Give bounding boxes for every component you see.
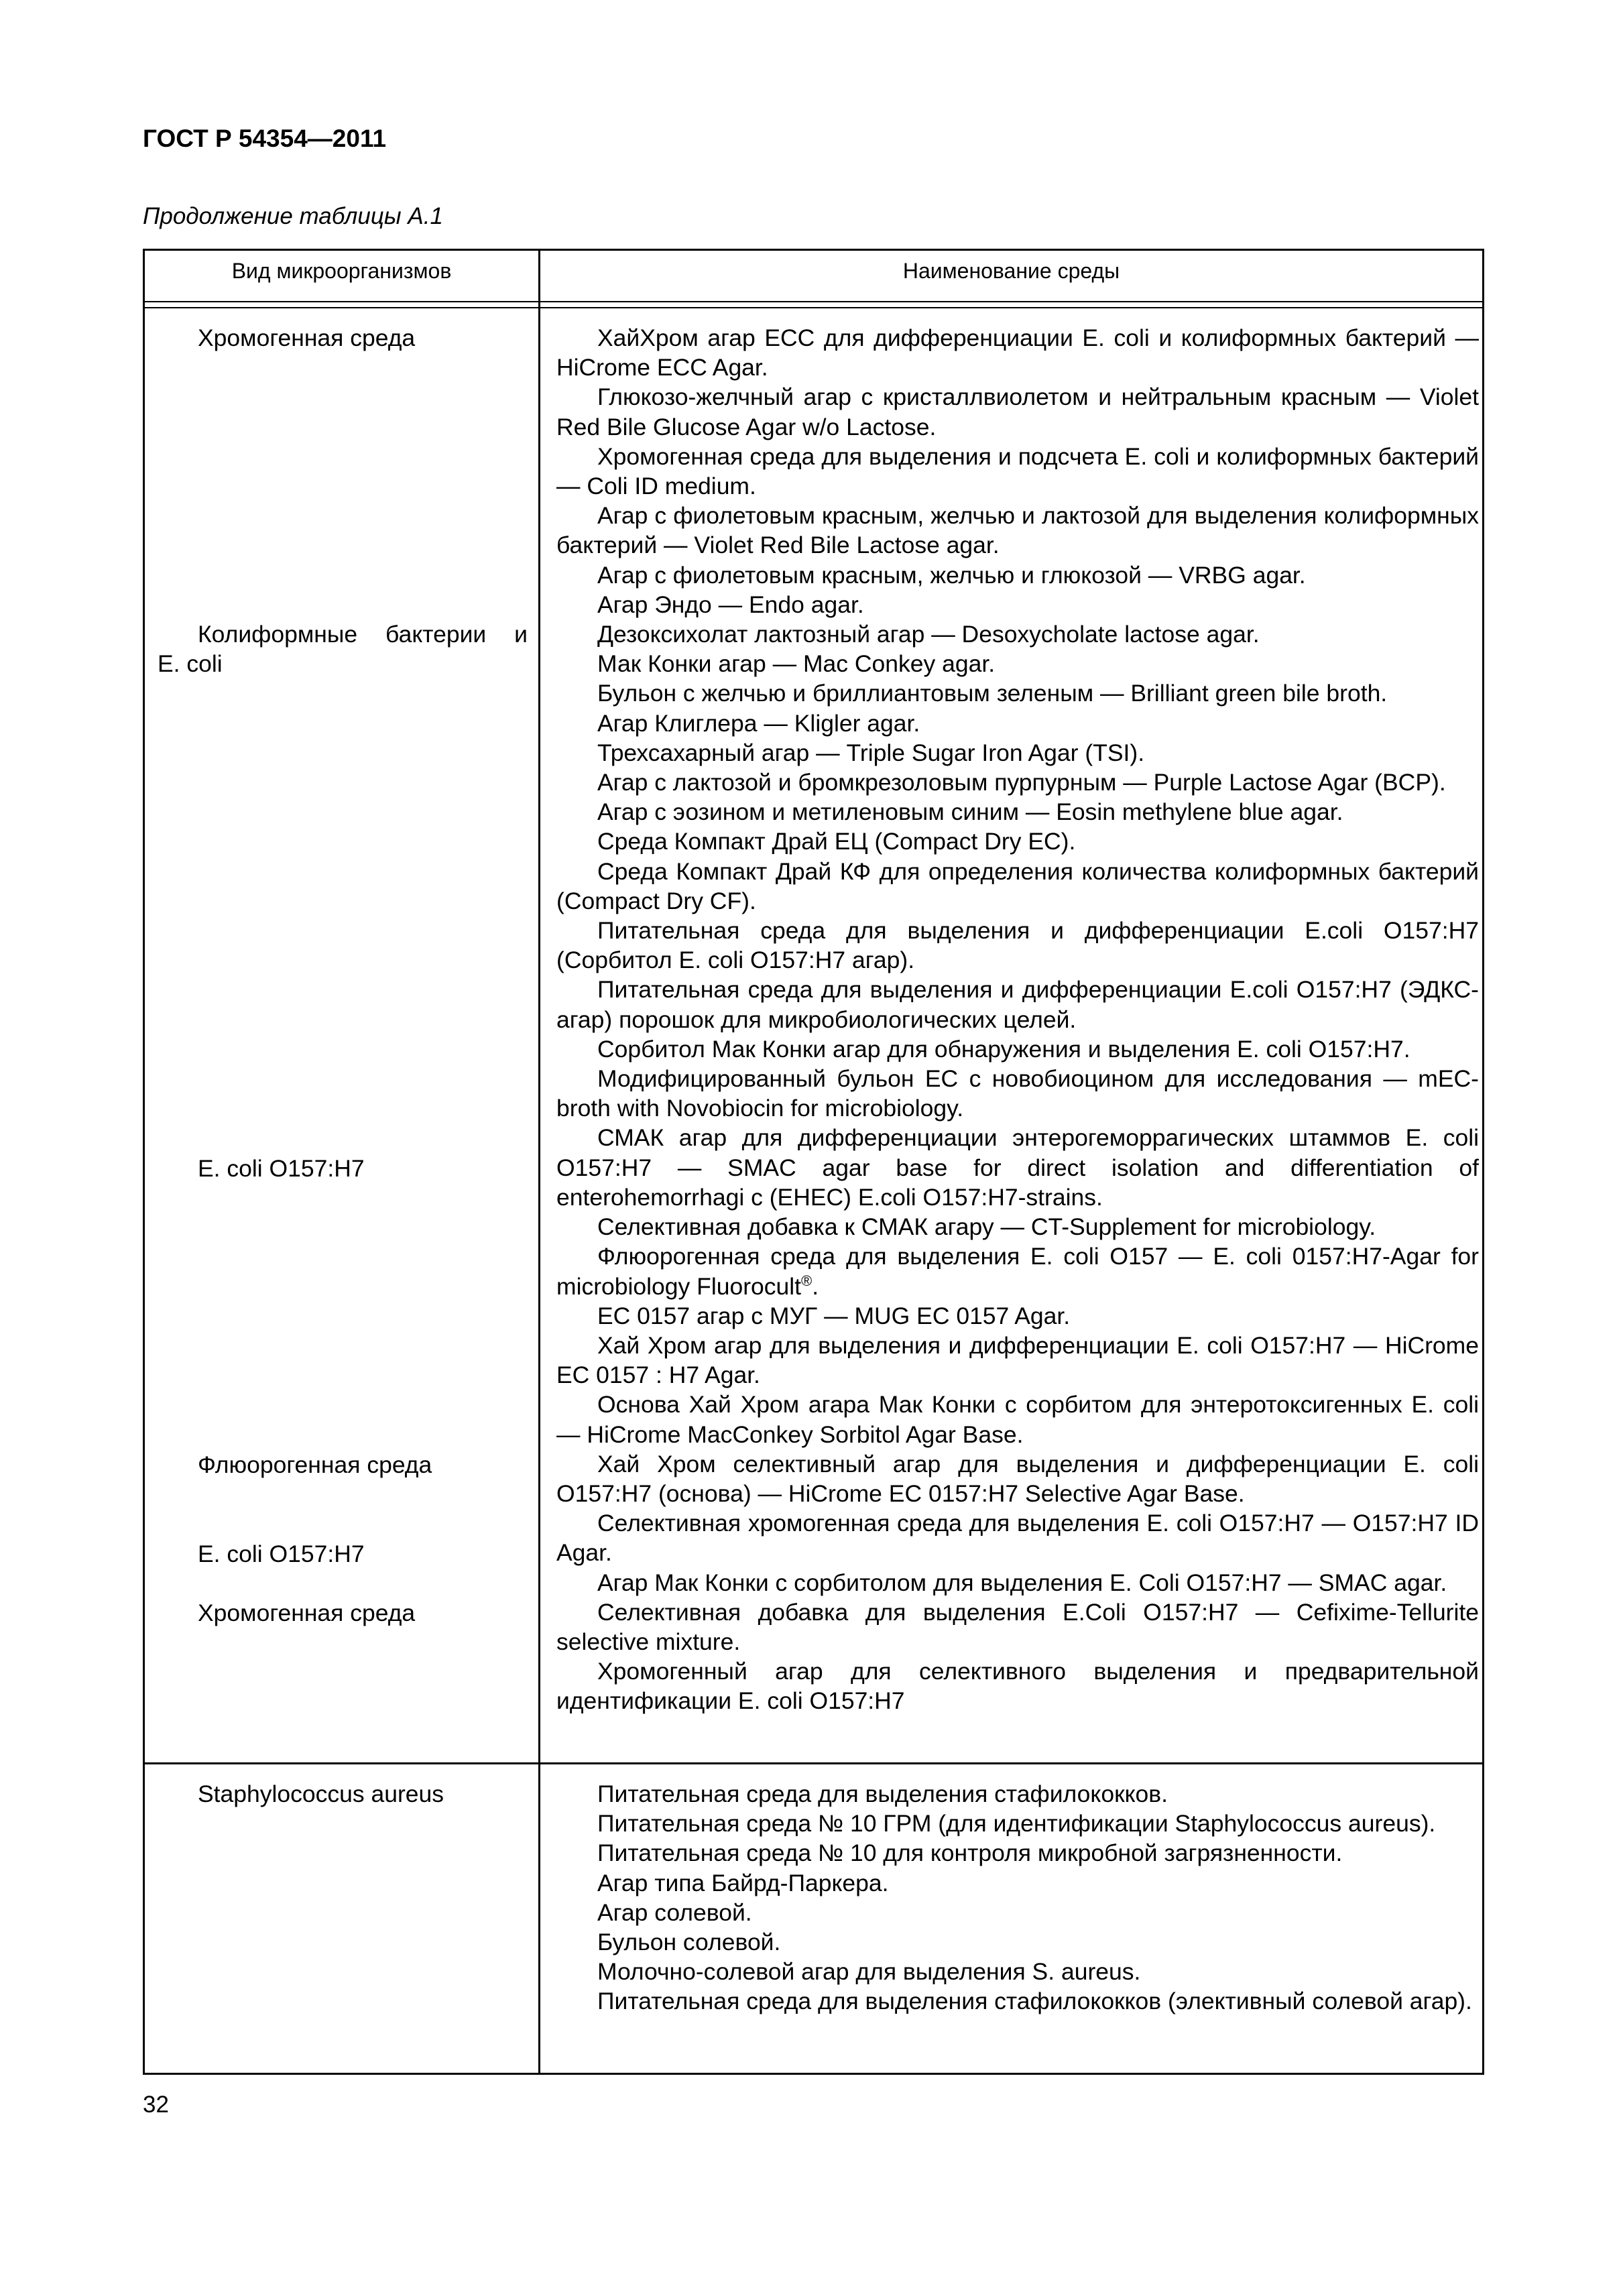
media-entry-fluorocult	[556, 1242, 1479, 1301]
media-entry: Бульон солевой.	[597, 1929, 781, 1956]
media-entry-period: .	[812, 1272, 819, 1300]
organism-cell-fluorogenic	[158, 1450, 528, 1479]
media-entry: Агар Клиглера — Kligler agar.	[597, 709, 920, 737]
organism-label: Колиформные бактерии и	[198, 621, 528, 648]
media-entry: Селективная добавка для выделения E.Coli O157:H7 — Cefixime-Tellurite selective mixture.	[556, 1598, 1479, 1655]
organism-label: E. coli	[158, 650, 223, 677]
table-caption: Продолжение таблицы А.1	[143, 203, 443, 229]
media-entry: Питательная среда для выделения стафилококков.	[597, 1780, 1168, 1807]
media-entry: Агар типа Байрд-Паркера.	[597, 1869, 889, 1896]
media-entry: Дезоксихолат лактозный агар — Desoxycholate lactose agar.	[597, 621, 1260, 648]
media-entry: Хромогенный агар для селективного выделения и предварительной идентификации E. coli O157:H7	[556, 1658, 1479, 1715]
media-entry: Питательная среда для выделения и дифференциации E.coli O157:H7 (ЭДКС-агар) порошок для микробиологических целей.	[556, 976, 1479, 1033]
organism-label: Флюорогенная среда	[198, 1451, 432, 1478]
media-entry: Глюкозо-желчный агар с кристаллвиолетом и нейтральным красным — Violet Red Bile Glucose Agar w/o Lactose.	[556, 383, 1479, 440]
media-entry-text: Флюорогенная среда для выделения E. coli O157 — E. coli 0157:H7-Agar for microbiology Fluorocult	[556, 1243, 1479, 1300]
row-divider	[145, 1762, 1482, 1764]
media-entry: Хромогенная среда для выделения и подсчета E. coli и колиформных бактерий — Coli ID medium.	[556, 442, 1479, 500]
media-entry: Агар с фиолетовым красным, желчью и глюкозой — VRBG agar.	[597, 561, 1306, 589]
media-entry: Мак Конки агар — Mac Conkey agar.	[597, 650, 996, 678]
media-entry: Хай Хром селективный агар для выделения и дифференциации E. coli O157:H7 (основа) — HiCrome EC 0157:H7 Selective Agar Base.	[556, 1450, 1479, 1507]
media-entry: Селективная хромогенная среда для выделения E. coli O157:H7 — O157:H7 ID Agar.	[556, 1510, 1479, 1567]
organism-cell-ecoli-o157	[158, 1154, 528, 1183]
document-title: ГОСТ Р 54354—2011	[143, 125, 387, 152]
media-entry: Агар солевой.	[597, 1898, 752, 1926]
media-entry: Модифицированный бульон ЕС с новобиоцином для исследования — mEC-broth with Novobiocin for microbiology.	[556, 1065, 1479, 1122]
media-entry: Среда Компакт Драй КФ для определения количества колиформных бактерий (Compact Dry CF).	[556, 857, 1479, 914]
media-entry: ЕС 0157 агар с МУГ — MUG EC 0157 Agar.	[597, 1302, 1071, 1329]
organism-cell-chromogenic	[158, 323, 528, 353]
media-table	[143, 249, 1484, 2075]
media-entry: Агар Эндо — Endo agar.	[597, 591, 864, 618]
media-entry: СМАК агар для дифференциации энтерогеморрагических штаммов E. coli O157:H7 — SMAC agar base for direct isolation and differentiation of enterohemorrhagi c (EHEC) E.coli O157:H7-strains.	[556, 1124, 1479, 1211]
media-entry: Питательная среда для выделения стафилококков (элективный солевой агар).	[597, 1988, 1472, 2015]
page-number: 32	[143, 2092, 169, 2118]
media-entry: Сорбитол Мак Конки агар для обнаружения и выделения E. coli O157:H7.	[597, 1035, 1410, 1063]
organism-label: Хромогенная среда	[198, 1599, 416, 1626]
header-rule-top	[145, 301, 1482, 302]
column-divider	[538, 251, 540, 2073]
registered-mark: ®	[801, 1272, 813, 1289]
organism-label: E. coli O157:H7	[198, 1155, 365, 1182]
media-entry: Агар с лактозой и бромкрезоловым пурпурным — Purple Lactose Agar (BCP).	[597, 769, 1446, 796]
media-entry: Селективная добавка к СМАК агару — CT-Supplement for microbiology.	[597, 1213, 1376, 1241]
organism-cell-ecoli-o157-second	[158, 1539, 528, 1569]
organism-label: E. coli O157:H7	[198, 1540, 365, 1567]
media-entry: Питательная среда для выделения и дифференциации E.coli O157:H7 (Сорбитол E. coli O157:H7 агар).	[556, 917, 1479, 974]
organism-cell-coliforms	[158, 619, 528, 678]
organism-cell-chromogenic-second	[158, 1598, 528, 1628]
media-entry: Агар Мак Конки с сорбитолом для выделения E. Coli O157:H7 — SMAC agar.	[597, 1569, 1447, 1596]
header-rule-bottom	[145, 307, 1482, 308]
column-header-organisms: Вид микроорганизмов	[231, 259, 452, 283]
media-entry: Агар с эозином и метиленовым синим — Eosin methylene blue agar.	[597, 798, 1343, 826]
media-list-row1	[556, 323, 1479, 1716]
media-entry: Трехсахарный агар — Triple Sugar Iron Agar (TSI).	[597, 739, 1145, 766]
media-entry: Агар с фиолетовым красным, желчью и лактозой для выделения колиформных бактерий — Violet Red Bile Lactose agar.	[556, 502, 1479, 559]
media-entry: Среда Компакт Драй ЕЦ (Compact Dry EC).	[597, 828, 1076, 855]
media-list-row2	[556, 1779, 1479, 2016]
organism-label: Хромогенная среда	[198, 324, 416, 351]
media-entry: ХайХром агар ЕСС для дифференциации E. coli и колиформных бактерий — HiCrome ECC Agar.	[556, 324, 1479, 381]
media-entry: Молочно-солевой агар для выделения S. aureus.	[597, 1958, 1141, 1986]
organism-label: Staphylococcus aureus	[198, 1780, 444, 1807]
media-entry: Основа Хай Хром агара Мак Конки с сорбитом для энтеротоксигенных E. coli — HiCrome MacConkey Sorbitol Agar Base.	[556, 1391, 1479, 1448]
media-entry: Питательная среда № 10 ГРМ (для идентификации Staphylococcus aureus).	[597, 1810, 1436, 1837]
media-entry: Питательная среда № 10 для контроля микробной загрязненности.	[597, 1839, 1343, 1867]
organism-cell-staphylococcus	[158, 1779, 528, 1809]
media-entry: Хай Хром агар для выделения и дифференциации E. coli O157:H7 — HiCrome EC 0157 : H7 Agar.	[556, 1331, 1479, 1389]
media-entry: Бульон с желчью и бриллиантовым зеленым — Brilliant green bile broth.	[597, 680, 1388, 707]
column-header-media: Наименование среды	[902, 259, 1120, 283]
